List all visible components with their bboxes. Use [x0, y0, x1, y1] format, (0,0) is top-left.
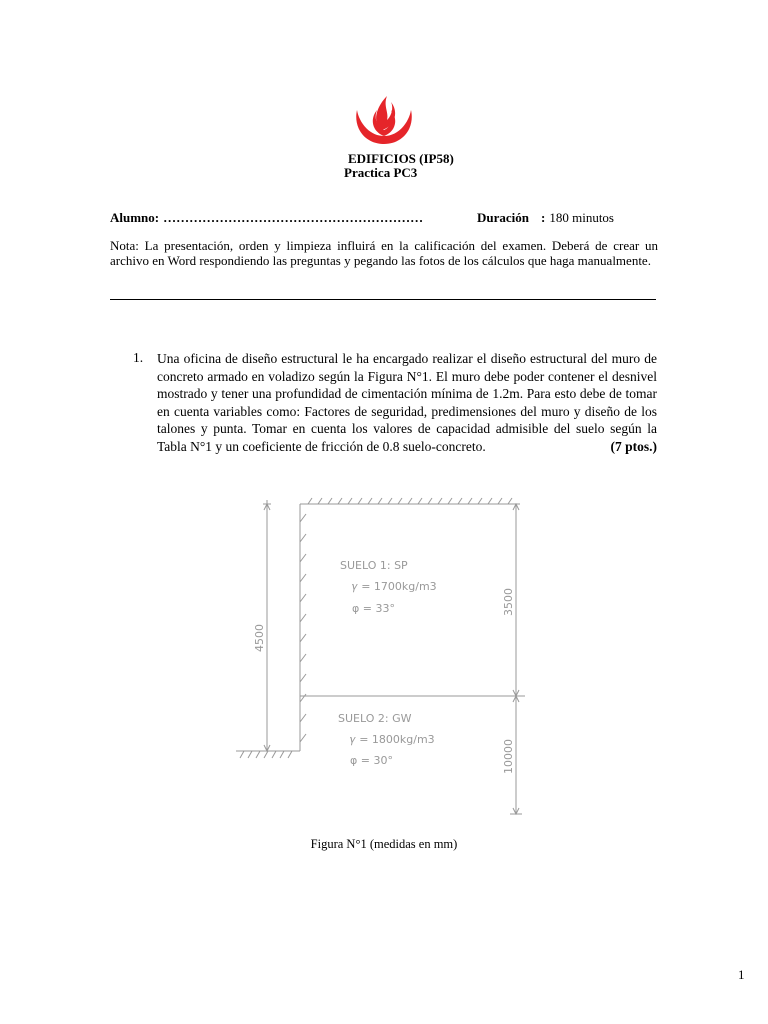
question-points: (7 ptos.): [610, 438, 657, 454]
ground-hatch: [240, 751, 292, 758]
soil2-name: SUELO 2: GW: [338, 712, 412, 725]
student-row: [110, 210, 650, 226]
course-title: EDIFICIOS (IP58): [348, 151, 454, 166]
practice-title: Practica PC3: [344, 165, 418, 180]
duration-label: Duración: [477, 210, 529, 225]
exam-note: Nota: La presentación, orden y limpieza influirá en la calificación del examen. Deberá de crear un archivo en Word respondiendo las preguntas y pegando las fotos de los cálculos que haga manualmente.: [110, 238, 658, 268]
soil1-name: SUELO 1: SP: [340, 559, 408, 572]
question-body: Una oficina de diseño estructural le ha encargado realizar el diseño estructural del muro de concreto armado en voladizo según la Figura N°1. El muro debe poder contener el desnivel mostrado y tener una profundidad de cimentación mínima de 1.2m. Para esto debe de tomar en cuenta variables como: Factores de seguridad, predimensiones del muro y diseño de los talones y punta. Tomar en cuenta los valores de capacidad admisible del suelo según la Tabla N°1 y un coeficiente de fricción de 0.8 suelo-concreto.: [157, 351, 657, 454]
student-label: Alumno:: [110, 210, 160, 225]
logo-emblem-icon: [349, 92, 419, 148]
question-text: [157, 350, 657, 455]
dim-label-total: 4500: [253, 624, 266, 652]
soil2-gamma: 𝛾 = 1800kg/m3: [350, 733, 435, 746]
retaining-wall-figure: [230, 492, 530, 822]
wall-hatch: [300, 514, 306, 742]
soil2-phi: φ = 30°: [350, 754, 393, 767]
figure-caption: Figura N°1 (medidas en mm): [310, 837, 458, 851]
duration-value: 180 minutos: [549, 210, 614, 225]
page-number: 1: [738, 967, 745, 982]
question-number: 1.: [133, 350, 144, 365]
soil1-gamma: 𝛾 = 1700kg/m3: [352, 580, 437, 593]
student-name-blank: ……………………………………………………: [163, 210, 424, 225]
soil1-phi: φ = 33°: [352, 602, 395, 615]
dim-label-upper: 3500: [502, 588, 515, 616]
top-hatch: [308, 498, 512, 504]
dim-label-lower: 10000: [502, 739, 515, 774]
separator-line: [110, 299, 656, 300]
university-logo: [349, 92, 419, 148]
duration-colon: :: [541, 210, 546, 225]
duration-block: [477, 210, 614, 226]
